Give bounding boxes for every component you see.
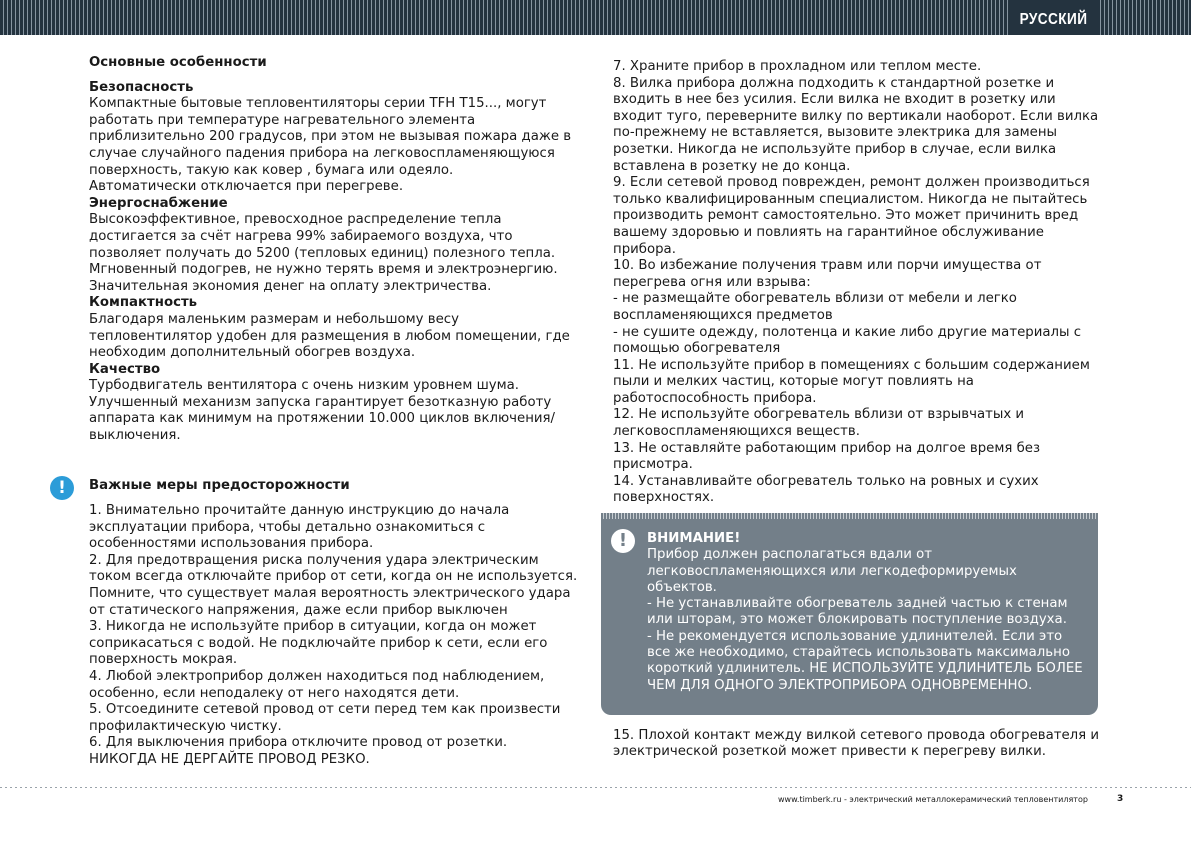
list-item: 10. Во избежание получения травм или порчи имущества от перегрева огня или взрыва: bbox=[613, 258, 1042, 290]
section-heading: Качество bbox=[89, 361, 161, 377]
list-item: 9. Если сетевой провод поврежден, ремонт должен производиться только квалифицированным специалистом. Никогда не пытайтесь производить ремонт самостоятельно. Это может причинить вред вашему здоровью и повлиять на гарантийное обслуживание прибора. bbox=[613, 175, 1090, 257]
warning-box bbox=[601, 513, 1098, 715]
list-item: 15. Плохой контакт между вилкой сетевого провода обогревателя и электрической розеткой может привести к перегреву вилки. bbox=[613, 728, 1100, 759]
list-item: - не сушите одежду, полотенца и какие либо другие материалы с помощью обогревателя bbox=[613, 324, 1082, 357]
list-item: 2. Для предотвращения риска получения удара электрическим током всегда отключайте прибор от сети, когда он не используется. Помните, что существует малая вероятность электрического удара от статического напряжения, даже если прибор выключен bbox=[89, 552, 578, 618]
header-bar bbox=[0, 0, 1191, 35]
list-item: 3. Никогда не используйте прибор в ситуации, когда он может соприкасаться с водой. Не подключайте прибор к сети, если его поверхность мокрая. bbox=[89, 619, 548, 668]
footer-divider bbox=[0, 787, 1191, 788]
section-text: Турбодвигатель вентилятора с очень низким уровнем шума. bbox=[89, 378, 520, 394]
warning-text bbox=[647, 531, 1087, 694]
list-item: 12. Не используйте обогреватель вблизи от взрывчатых и легковоспламеняющихся веществ. bbox=[613, 407, 1025, 440]
list-item: 8. Вилка прибора должна подходить к стандартной розетке и входить в нее без усилия. Если вилка не входит в розетку или входит туго, переверните вилку по вертикали наоборот. Если вилка по-прежнему не вставляется, вызовите электрика для замены розетки. Никогда не используйте прибор в случае, если вилка вставлена в розетку не до конца. bbox=[613, 75, 1099, 174]
footer-text: www.timberk.ru - электрический металлокерамический тепловентилятор bbox=[778, 795, 1088, 804]
warning-title: ВНИМАНИЕ! bbox=[647, 531, 741, 546]
list-item: 14. Устанавливайте обогреватель только на ровных и сухих поверхностях. bbox=[613, 473, 1039, 506]
header-stripes bbox=[0, 0, 1010, 35]
list-item: 6. Для выключения прибора отключите провод от розетки. bbox=[89, 735, 508, 751]
list-item: 11. Не используйте прибор в помещениях с большим содержанием пыли и мелких частиц, которые могут повлиять на работоспособность прибора. bbox=[613, 357, 1090, 406]
list-item: НИКОГДА НЕ ДЕРГАЙТЕ ПРОВОД РЕЗКО. bbox=[89, 751, 370, 767]
warning-line: - Не устанавливайте обогреватель задней частью к стенам или шторам, это может блокировать поступление воздуха. bbox=[647, 596, 1068, 628]
language-label: РУССКИЙ bbox=[1019, 11, 1088, 28]
header-stripes-right bbox=[1097, 0, 1191, 35]
list-item: 4. Любой электроприбор должен находиться под наблюдением, особенно, если неподалеку от него находятся дети. bbox=[89, 668, 545, 701]
section-heading: Энергоснабжение bbox=[89, 195, 228, 211]
precautions-left-column bbox=[89, 503, 579, 769]
precautions-title: Важные меры предосторожности bbox=[89, 478, 350, 493]
section-heading: Компактность bbox=[89, 295, 198, 311]
list-item: 7. Храните прибор в прохладном или теплом месте. bbox=[613, 59, 982, 74]
warning-line: - Не рекомендуется использование удлинителей. Если это все же необходимо, старайтесь использовать максимально короткий удлинитель. НЕ ИСПОЛЬЗУЙТЕ УДЛИНИТЕЛЬ БОЛЕЕ ЧЕМ ДЛЯ ОДНОГО ЭЛЕКТРОПРИБОРА ОДНОВРЕМЕННО. bbox=[647, 628, 1083, 693]
section-text: Значительная экономия денег на оплату электричества. bbox=[89, 278, 492, 294]
features-title: Основные особенности bbox=[89, 55, 267, 70]
section-text: Автоматически отключается при перегреве. bbox=[89, 179, 404, 195]
page-number: 3 bbox=[1117, 794, 1124, 804]
list-item: 13. Не оставляйте работающим прибор на долгое время без присмотра. bbox=[613, 440, 1041, 473]
warning-line: Прибор должен располагаться вдали от легковоспламеняющихся или легкодеформируемых объектов. bbox=[647, 547, 1017, 595]
warning-box-dots bbox=[601, 513, 1098, 519]
section-text: Мгновенный подогрев, не нужно терять время и электроэнергию. bbox=[89, 262, 558, 278]
list-item: 1. Внимательно прочитайте данную инструкцию до начала эксплуатации прибора, чтобы детально ознакомиться с особенностями использования прибора. bbox=[89, 503, 510, 552]
section-text: Высокоэффективное, превосходное распределение тепла достигается за счёт нагрева 99% забираемого воздуха, что позволяет получать до 5200 (тепловых единиц) полезного тепла. bbox=[89, 212, 556, 261]
list-item: 5. Отсоедините сетевой провод от сети перед тем как произвести профилактическую чистку. bbox=[89, 702, 561, 734]
section-text: Компактные бытовые тепловентиляторы серии TFH T15..., могут работать при температуре нагревательного элемента приблизительно 200 градусов, при этом не вызывая пожара даже в случае случайного падения прибора на легковоспламеняющуюся поверхность, такую как ковер , бумага или одеяло. bbox=[89, 96, 572, 178]
section-text: Благодаря маленьким размерам и небольшому весу тепловентилятор удобен для размещения в любом помещении, где необходим дополнительный обогрев воздуха. bbox=[89, 311, 570, 361]
exclamation-icon: ! bbox=[50, 476, 74, 500]
list-item: - не размещайте обогреватель вблизи от мебели и легко воспламеняющихся предметов bbox=[613, 291, 1017, 323]
precautions-right-column bbox=[613, 59, 1103, 507]
section-text: Улучшенный механизм запуска гарантирует безотказную работу аппарата как минимум на протяжении 10.000 циклов включения/выключения. bbox=[89, 394, 556, 444]
exclamation-icon: ! bbox=[611, 529, 635, 553]
section-heading: Безопасность bbox=[89, 79, 194, 95]
features-column bbox=[89, 55, 579, 445]
